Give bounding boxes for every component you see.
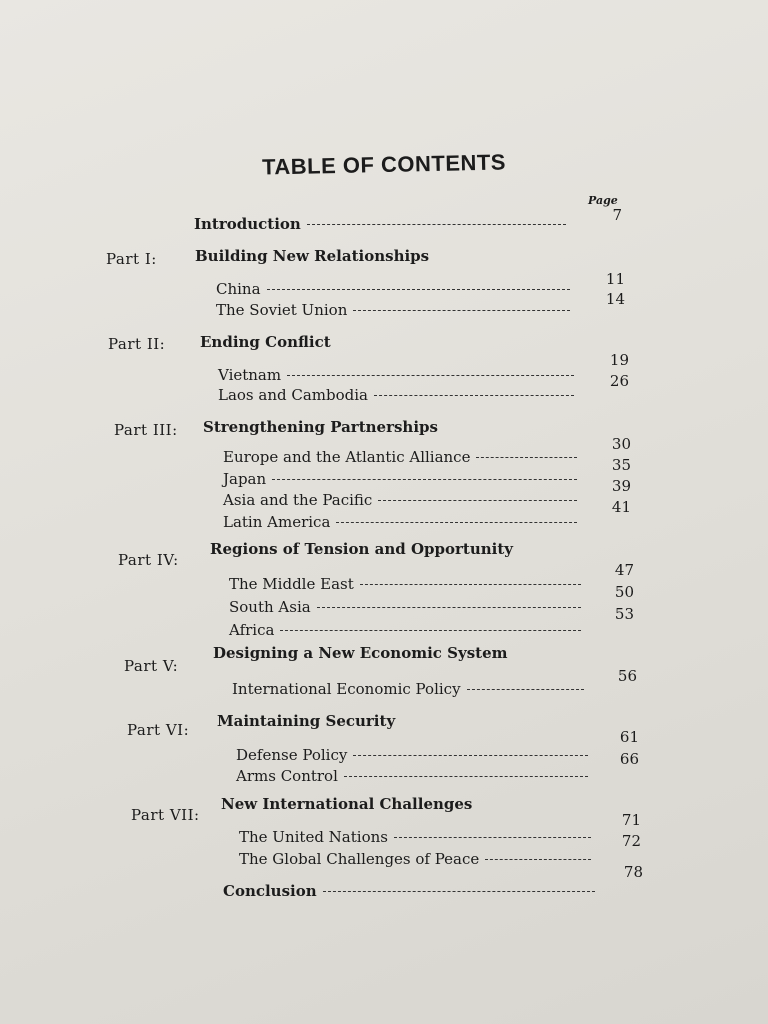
toc-entry-label: Latin America: [223, 513, 331, 531]
part-title: Regions of Tension and Opportunity: [210, 540, 513, 558]
toc-entry: [229, 621, 581, 639]
toc-entry-label: The United Nations: [239, 828, 388, 846]
toc-page-number: 35: [611, 456, 631, 474]
part-title: New International Challenges: [221, 795, 473, 813]
dot-leader: [307, 224, 566, 225]
dot-leader: [360, 584, 581, 585]
toc-page-number: 7: [612, 206, 622, 224]
dot-leader: [476, 457, 577, 458]
part-label: Part IV:: [118, 551, 179, 569]
toc-entry-label: Japan: [223, 470, 267, 488]
dot-leader: [267, 289, 570, 290]
toc-entry: [236, 767, 588, 785]
toc-entry: [218, 366, 574, 384]
toc-conclusion: [223, 882, 595, 900]
toc-entry-label: Asia and the Pacific: [223, 491, 373, 509]
toc-entry: [216, 301, 570, 319]
part-label: Part VII:: [131, 806, 200, 824]
part-title: Strengthening Partnerships: [203, 418, 438, 436]
part-label: Part II:: [108, 335, 166, 353]
part-title: Designing a New Economic System: [213, 644, 508, 662]
part-title: Maintaining Security: [217, 712, 396, 730]
toc-page-number: 71: [621, 811, 641, 829]
toc-entry: [223, 491, 577, 509]
toc-page-number: 30: [611, 435, 631, 453]
toc-entry: [223, 513, 577, 531]
dot-leader: [272, 479, 577, 480]
dot-leader: [344, 776, 588, 777]
dot-leader: [280, 630, 581, 631]
dot-leader: [394, 837, 591, 838]
toc-page-number: 50: [614, 583, 634, 601]
part-label: Part VI:: [127, 721, 190, 739]
toc-introduction: [194, 215, 566, 233]
toc-page-number: 14: [605, 290, 625, 308]
toc-entry: [223, 448, 577, 466]
toc-page-number: 72: [621, 832, 641, 850]
toc-entry: [223, 470, 577, 488]
toc-entry-label: South Asia: [229, 598, 311, 616]
toc-entry-label: Europe and the Atlantic Alliance: [223, 448, 471, 466]
part-label: Part V:: [124, 657, 179, 675]
toc-page-number: 66: [619, 750, 639, 768]
dot-leader: [378, 500, 577, 501]
page-column-heading: Page: [588, 194, 618, 207]
toc-page-number: 41: [611, 498, 631, 516]
toc-entry: [236, 746, 588, 764]
toc-page-number: 19: [609, 351, 629, 369]
dot-leader: [485, 859, 591, 860]
dot-leader: [374, 395, 574, 396]
dot-leader: [353, 755, 588, 756]
toc-entry: [239, 828, 591, 846]
part-title: Ending Conflict: [200, 333, 331, 351]
toc-entry-label: International Economic Policy: [232, 680, 461, 698]
toc-entry-label: Vietnam: [218, 366, 282, 384]
toc-entry: [232, 680, 584, 698]
part-title: Building New Relationships: [195, 247, 430, 265]
toc-entry-label: China: [216, 280, 261, 298]
toc-entry-label: Africa: [229, 621, 275, 639]
toc-entry: [229, 575, 581, 593]
toc-entry: [229, 598, 581, 616]
dot-leader: [353, 310, 570, 311]
toc-page-number: 26: [609, 372, 629, 390]
toc-entry-label: Arms Control: [236, 767, 338, 785]
page-title: TABLE OF CONTENTS: [261, 149, 507, 180]
dot-leader: [467, 689, 584, 690]
toc-entry-label: Laos and Cambodia: [218, 386, 368, 404]
part-label: Part I:: [106, 250, 157, 268]
toc-entry: [239, 850, 591, 868]
toc-entry-label: Conclusion: [223, 882, 317, 900]
toc-entry-label: Introduction: [194, 215, 301, 233]
dot-leader: [317, 607, 581, 608]
toc-entry: [218, 386, 574, 404]
toc-page-number: 78: [623, 863, 643, 881]
toc-page-number: 39: [611, 477, 631, 495]
toc-page-number: 56: [617, 667, 637, 685]
toc-entry-label: The Global Challenges of Peace: [239, 850, 480, 868]
toc-page-number: 53: [614, 605, 634, 623]
part-label: Part III:: [114, 421, 178, 439]
toc-page-number: 11: [605, 270, 625, 288]
dot-leader: [336, 522, 577, 523]
toc-entry-label: The Middle East: [229, 575, 354, 593]
toc-entry-label: The Soviet Union: [216, 301, 348, 319]
toc-entry-label: Defense Policy: [236, 746, 348, 764]
dot-leader: [287, 375, 574, 376]
dot-leader: [323, 891, 595, 892]
toc-page-number: 47: [614, 561, 634, 579]
toc-page-number: 61: [619, 728, 639, 746]
toc-entry: [216, 280, 570, 298]
